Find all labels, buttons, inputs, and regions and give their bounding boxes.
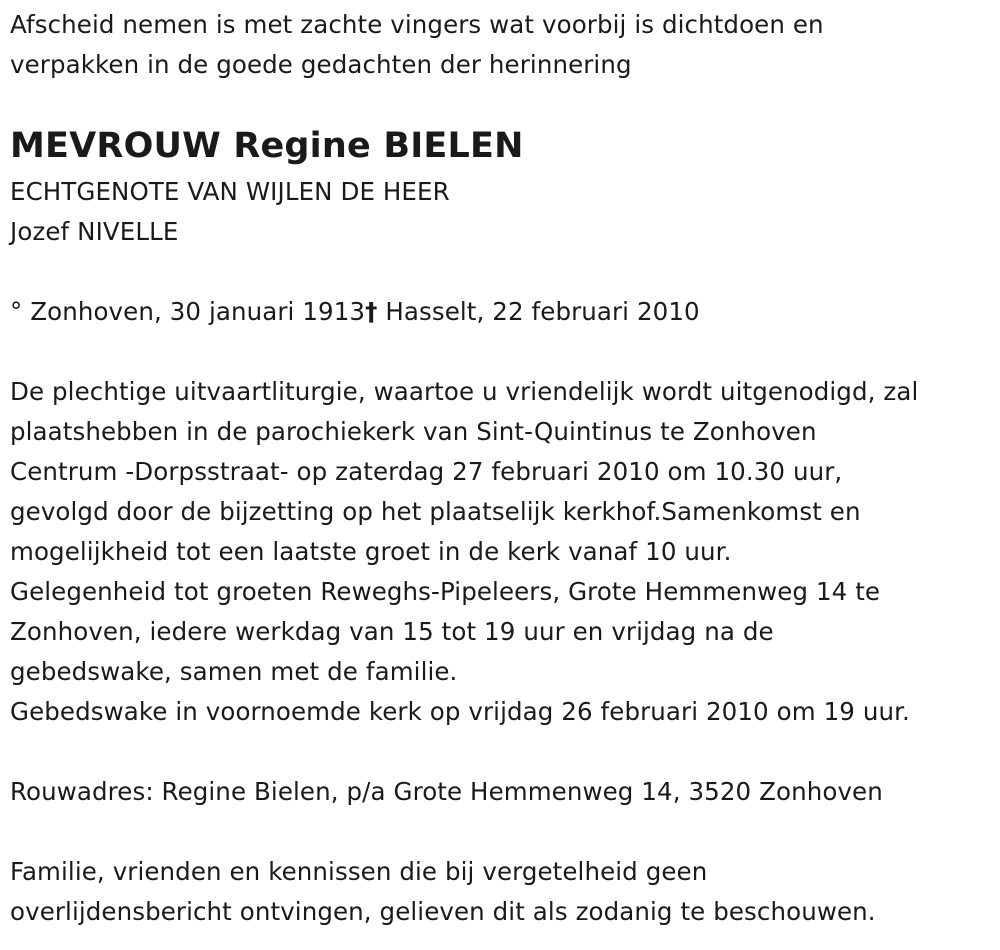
closing-line-1: Familie, vrienden en kennissen die bij vergetelheid geen — [10, 857, 708, 886]
dagger-icon: † — [365, 297, 378, 326]
ceremony-line: De plechtige uitvaartliturgie, waartoe u vriendelijk wordt uitgenodigd, zal — [10, 377, 919, 406]
ceremony-line: gebedswake, samen met de familie. — [10, 657, 458, 686]
closing-line-2: overlijdensbericht ontvingen, gelieven dit als zodanig te beschouwen. — [10, 897, 876, 926]
birth-date: ° Zonhoven, 30 januari 1913 — [10, 297, 366, 326]
mourning-address: Rouwadres: Regine Bielen, p/a Grote Hemmenweg 14, 3520 Zonhoven — [10, 777, 883, 806]
deceased-name: MEVROUW Regine BIELEN — [10, 126, 524, 166]
ceremony-line: mogelijkheid tot een laatste groet in de kerk vanaf 10 uur. — [10, 537, 732, 566]
motto-line-2: verpakken in de goede gedachten der herinnering — [10, 50, 632, 79]
ceremony-line: Gelegenheid tot groeten Reweghs-Pipeleers, Grote Hemmenweg 14 te — [10, 577, 881, 606]
ceremony-line: Zonhoven, iedere werkdag van 15 tot 19 uur en vrijdag na de — [10, 617, 774, 646]
motto-line-1: Afscheid nemen is met zachte vingers wat voorbij is dichtdoen en — [10, 10, 824, 39]
relation-text: ECHTGENOTE VAN WIJLEN DE HEER — [10, 177, 450, 206]
spouse-name: Jozef NIVELLE — [10, 217, 179, 246]
ceremony-line: gevolgd door de bijzetting op het plaatselijk kerkhof.Samenkomst en — [10, 497, 861, 526]
ceremony-line: Centrum -Dorpsstraat- op zaterdag 27 februari 2010 om 10.30 uur, — [10, 457, 843, 486]
ceremony-line: plaatshebben in de parochiekerk van Sint-Quintinus te Zonhoven — [10, 417, 817, 446]
life-dates — [10, 292, 700, 332]
ceremony-line: Gebedswake in voornoemde kerk op vrijdag 26 februari 2010 om 19 uur. — [10, 697, 910, 726]
death-date: Hasselt, 22 februari 2010 — [377, 297, 700, 326]
